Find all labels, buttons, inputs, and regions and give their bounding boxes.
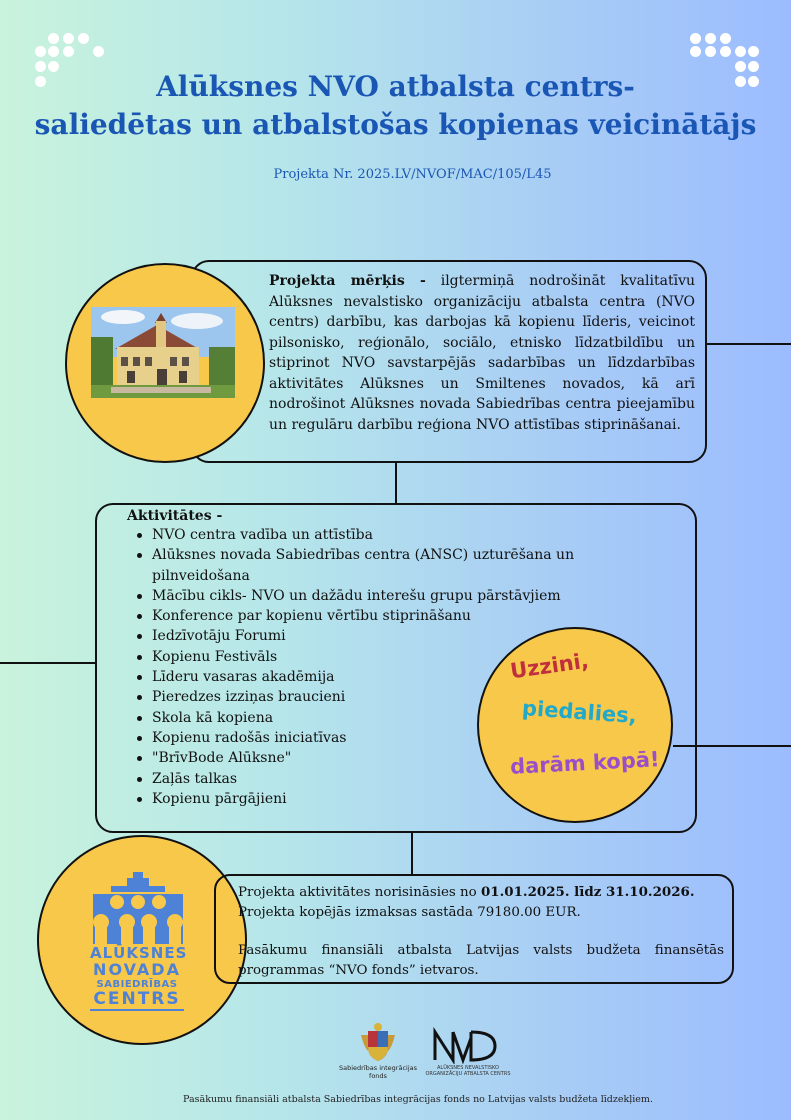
list-item: Skola kā kopiena	[136, 708, 577, 728]
logo-line-1: ALŪKSNES	[90, 944, 188, 962]
project-cost: Projekta kopējās izmaksas sastāda 79180.00 EUR.	[238, 904, 581, 920]
project-dates	[238, 883, 724, 903]
dates-prefix: Projekta aktivitātes norisināsies no	[238, 885, 481, 900]
call-to-action-line-1: Uzzini,	[508, 648, 591, 684]
list-item: Konference par kopienu vērtību stiprināšanu	[136, 606, 577, 626]
call-to-action-line-3: darām kopā!	[509, 747, 661, 779]
sif-logo-label	[333, 1064, 423, 1080]
project-goal	[269, 271, 695, 435]
list-item: Pieredzes izziņas braucieni	[136, 687, 577, 707]
list-item: "BrīvBode Alūksne"	[136, 748, 577, 768]
title-line-1: Alūksnes NVO atbalsta centrs-	[156, 70, 635, 103]
nvo-line-2: ORGANIZĀCIJU ATBALSTA CENTRS	[425, 1071, 511, 1077]
building-photo	[91, 307, 235, 398]
project-info	[238, 883, 724, 980]
coat-of-arms-icon	[361, 1021, 395, 1063]
list-item: Zaļās talkas	[136, 769, 577, 789]
society-centre-logo-icon	[91, 872, 185, 944]
connector-line	[707, 343, 791, 345]
nvo-line-1: ALŪKSNES NEVALSTISKO	[436, 1065, 499, 1071]
connector-line	[395, 463, 397, 503]
list-item: Alūksnes novada Sabiedrības centra (ANSC) uzturēšana un pilnveidošana	[136, 545, 577, 586]
list-item: Mācību cikls- NVO un dažādu interešu grupu pārstāvjiem	[136, 586, 577, 606]
goal-text: ilgtermiņā nodrošināt kvalitatīvu Alūksnes nevalstisko organizāciju atbalsta centra (NVO centrs) darbību, kas darbojas kā kopienu līderis, veicinot pilsonisko, reģionālo, sociālo, etnisko līdzatbildību un stiprinot NVO savstarpējās sadarbības un līdzdarbības aktivitātes Alūksnes un Smiltenes novados, kā arī nodrošinot Alūksnes novada Sabiedrības centra pieejamību un regulāru darbību reģiona NVO attīstības stiprināšanai.	[269, 273, 695, 433]
project-number: Projekta Nr. 2025.LV/NVOF/MAC/105/L45	[273, 167, 552, 182]
page-title	[0, 68, 791, 144]
list-item: Līderu vasaras akadēmija	[136, 667, 577, 687]
call-to-action-line-2: piedalies,	[521, 696, 638, 728]
sif-line-1: Sabiedrības integrācijas	[338, 1064, 418, 1072]
nvo-logo-icon	[431, 1026, 501, 1064]
sif-line-2: fonds	[369, 1072, 387, 1080]
title-line-2: saliedētas un atbalstošas kopienas veicinātājs	[34, 108, 757, 141]
list-item: NVO centra vadība un attīstība	[136, 525, 577, 545]
logo-line-2: NOVADA	[93, 960, 181, 979]
connector-line	[0, 662, 95, 664]
list-item: Kopienu pārgājieni	[136, 789, 577, 809]
list-item: Kopienu radošās iniciatīvas	[136, 728, 577, 748]
goal-label: Projekta mērķis -	[269, 273, 426, 289]
footer-note: Pasākumu finansiāli atbalsta Sabiedrības integrācijas fonds no Latvijas valsts budžeta līdzekļiem.	[183, 1094, 653, 1105]
logo-line-3: SABIEDRĪBAS	[96, 979, 178, 990]
dates-range: 01.01.2025. līdz 31.10.2026.	[480, 884, 695, 900]
list-item: Iedzīvotāju Forumi	[136, 626, 577, 646]
logo-line-4: CENTRS	[90, 989, 184, 1011]
activities-heading: Aktivitātes -	[127, 508, 223, 524]
funding-statement: Pasākumu finansiāli atbalsta Latvijas valsts budžeta finansētās programmas “NVO fonds” ietvaros.	[238, 943, 724, 978]
nvo-logo-label	[420, 1065, 516, 1077]
connector-line	[411, 833, 413, 874]
list-item: Kopienu Festivāls	[136, 647, 577, 667]
